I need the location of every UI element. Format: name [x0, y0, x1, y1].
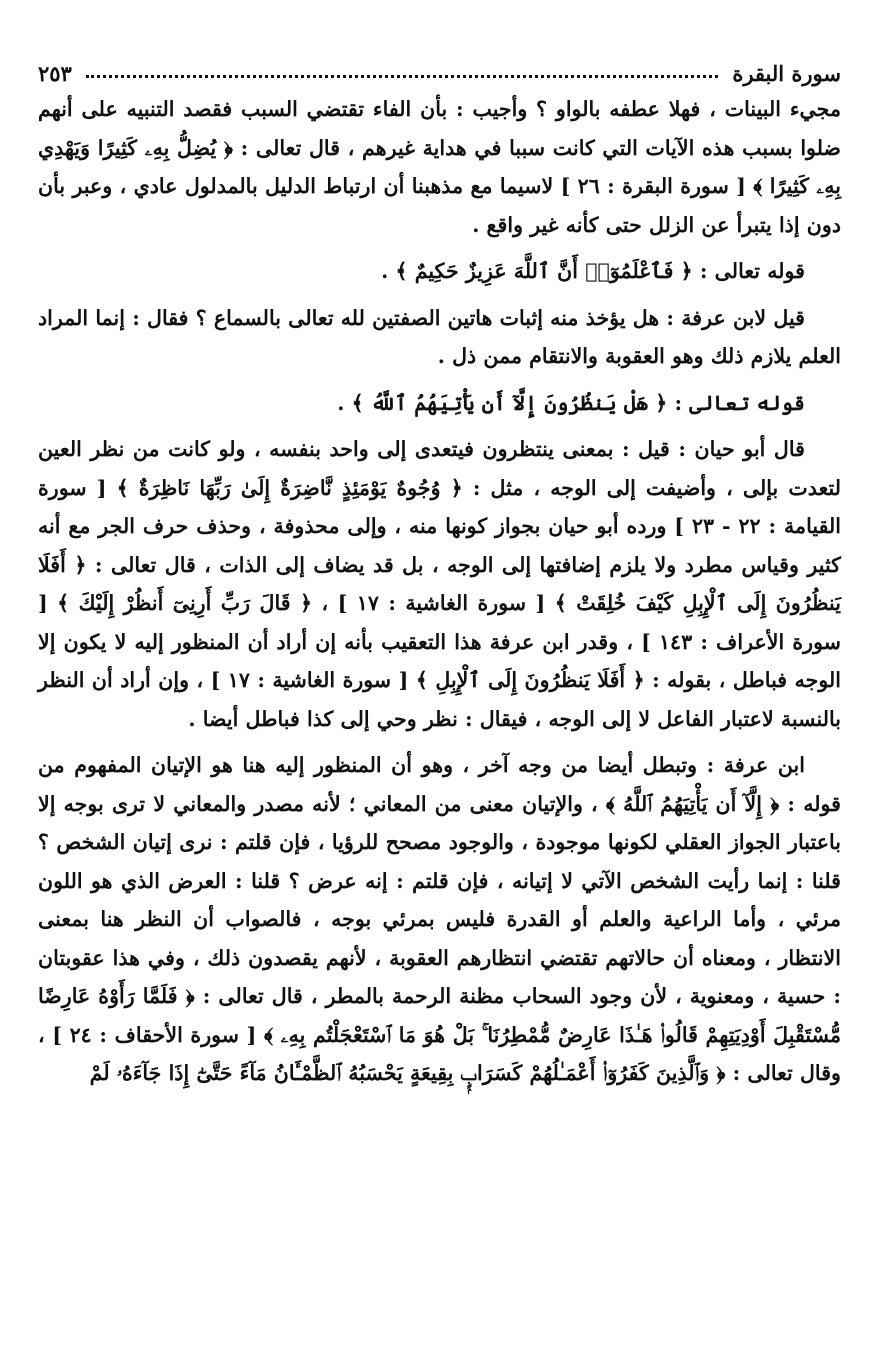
dotted-leader [86, 75, 718, 78]
running-header [38, 50, 841, 90]
book-page [38, 50, 841, 1350]
paragraph: قال أبو حيان : قيل : بمعنى ينتظرون فيتعدى إلى واحد بنفسه ، ولو كانت من نظر العين لتعدت بإلى ، وأضيفت إلى الوجه ، مثل : ﴿ وُجُوهٌ يَوْمَئِذٍ نَّاضِرَةٌ إِلَىٰ رَبِّهَا نَاظِرَةٌ ﴾ [ سورة القيامة : ٢٢ - ٢٣ ] ورده أبو حيان بجواز كونها منه ، وإلى محذوفة ، وحذف حرف الجر مع أنه كثير وقياس مطرد ولا يلزم إضافتها إلى الوجه ، بل قد يضاف إلى الذات ، قال تعالى : ﴿ أَفَلَا يَنظُرُونَ إِلَى ٱلْإِبِلِ كَيْفَ خُلِقَتْ ﴾ [ سورة الغاشية : ١٧ ] ، ﴿ قَالَ رَبِّ أَرِنِىٓ أَنظُرْ إِلَيْكَ ﴾ [ سورة الأعراف : ١٤٣ ] ، وقدر ابن عرفة هذا التعقيب بأنه إن أراد أن المنظور إليه لا يكون إلا الوجه فباطل ، بقوله : ﴿ أَفَلَا يَنظُرُونَ إِلَى ٱلْإِبِلِ ﴾ [ سورة الغاشية : ١٧ ] ، وإن أراد أن النظر بالنسبة لاعتبار الفاعل لا إلى الوجه ، فيقال : نظر وحي إلى كذا فباطل أيضا . [38, 437, 841, 731]
page-body [38, 90, 841, 1093]
page-number: ٢٥٣ [38, 61, 72, 86]
paragraph: قيل لابن عرفة : هل يؤخذ منه إثبات هاتين الصفتين لله تعالى بالسماع ؟ فقال : إنما المراد العلم يلازم ذلك وهو العقوبة والانتقام ممن ذل . [38, 305, 841, 368]
paragraph: قوله تعالى : ﴿ فَٱعْلَمُوٓا۟ أَنَّ ٱللَّهَ عَزِيزٌ حَكِيمٌ ﴾ . [381, 259, 805, 283]
paragraph: قوله تعالى : ﴿ هَلْ يَنظُرُونَ إِلَّآ أَن يَأْتِيَهُمُ ٱللَّهُ ﴾ . [337, 390, 805, 415]
surah-title: سورة البقرة [732, 61, 841, 86]
paragraph: ابن عرفة : وتبطل أيضا من وجه آخر ، وهو أن المنظور إليه هنا هو الإتيان المفهوم من قوله : ﴿ إِلَّآ أَن يَأْتِيَهُمُ ٱللَّهُ ﴾ ، والإتيان معنى من المعاني ؛ لأنه مصدر والمعاني لا ترى بوجه إلا باعتبار الجواز العقلي لكونها موجودة ، والوجود مصحح للرؤيا ، فإن قلتم : نرى إتيان الشخص ؟ قلنا : إنما رأيت الشخص الآتي لا إتيانه ، فإن قلتم : إنه عرض ؟ قلنا : العرض الذي هو اللون مرئي ، وأما الراعية والعلم أو القدرة فليس بمرئي بوجه ، فالصواب أن النظر هنا بمعنى الانتظار ، ومعناه أن حالاتهم تقتضي انتظارهم العقوبة ، لأنهم يقصدون ذلك ، وفي هذا عقوبتان : حسية ، ومعنوية ، لأن وجود السحاب مظنة الرحمة بالمطر ، قال تعالى : ﴿ فَلَمَّا رَأَوْهُ عَارِضًا مُّسْتَقْبِلَ أَوْدِيَتِهِمْ قَالُوا۟ هَـٰذَا عَارِضٌ مُّمْطِرُنَا ۚ بَلْ هُوَ مَا ٱسْتَعْجَلْتُم بِهِۦ ﴾ [ سورة الأحقاف : ٢٤ ] ، وقال تعالى : ﴿ وَٱلَّذِينَ كَفَرُوٓا۟ أَعْمَـٰلُهُمْ كَسَرَابٍۭ بِقِيعَةٍ يَحْسَبُهُ ٱلظَّمْـَٔانُ مَآءً حَتَّىٰٓ إِذَا جَآءَهُۥ لَمْ [38, 753, 841, 1085]
paragraph: مجيء البينات ، فهلا عطفه بالواو ؟ وأجيب : بأن الفاء تقتضي السبب فقصد التنبيه على أنهم ضلوا بسبب هذه الآيات التي كانت سببا في هداية غيرهم ، قال تعالى : ﴿ يُضِلُّ بِهِۦ كَثِيرًا وَيَهْدِي بِهِۦ كَثِيرًا ﴾ [ سورة البقرة : ٢٦ ] لاسيما مع مذهبنا أن ارتباط الدليل بالمدلول عادي ، وعبر بأن دون إذا يتبرأ عن الزلل حتى كأنه غير واقع . [38, 97, 841, 237]
